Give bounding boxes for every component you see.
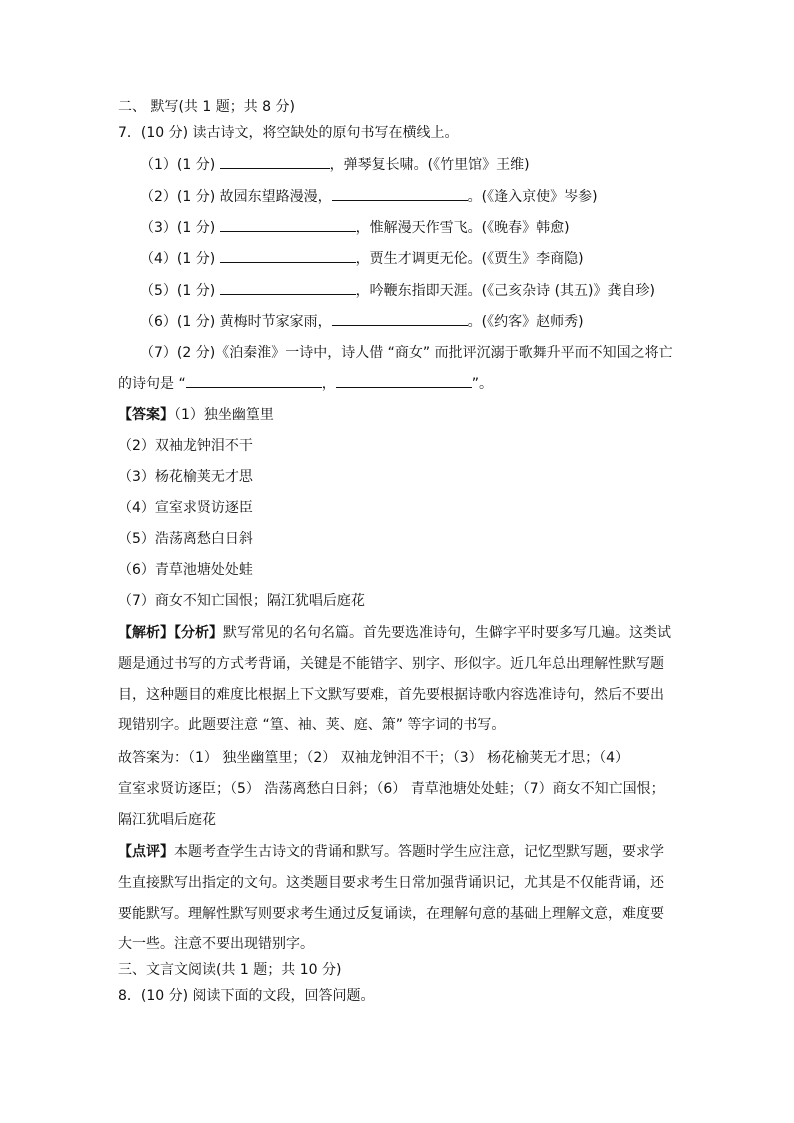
analysis-tag: 【解析】【分析】 — [118, 625, 223, 641]
item-2-suffix: 。(《逢入京使》岑参) — [467, 189, 598, 205]
answer-6: （6）青草池塘处处蛙 — [118, 562, 253, 578]
comment-line-4: 大一些。注意不要出现错别字。 — [118, 936, 314, 952]
item-7-comma: ， — [321, 376, 336, 392]
blank-line — [220, 248, 356, 263]
final-answer-line-1: 故答案为：（1） 独坐幽篁里；（2） 双袖龙钟泪不干；（3） 杨花榆荚无才思；（4） — [118, 750, 629, 766]
analysis-line-1 — [118, 623, 671, 643]
answer-2: （2）双袖龙钟泪不干 — [118, 438, 253, 454]
item-1-suffix: ，弹琴复长啸。(《竹里馆》王维) — [329, 157, 530, 173]
item-3-prefix: （3）(1 分) — [140, 220, 216, 236]
answer-1: （1）独坐幽篁里 — [174, 407, 274, 423]
section-2-heading: 二、 默写(共 1 题；共 8 分) — [118, 99, 295, 115]
answer-4: （4）宣室求贤访逐臣 — [118, 500, 253, 516]
comment-line-1 — [118, 842, 664, 862]
analysis-line-4: 现错别字。此题要注意 “篁、袖、荚、庭、箫” 等字词的书写。 — [118, 717, 506, 733]
fill-item-4 — [140, 248, 584, 269]
blank-line — [336, 373, 472, 388]
blank-line — [332, 311, 468, 326]
comment-line-2: 生直接默写出指定的文句。这类题目要求考生日常加强背诵识记，尤其是不仅能背诵，还 — [118, 875, 664, 891]
question-8-stem: 8．(10 分) 阅读下面的文段，回答问题。 — [118, 988, 375, 1004]
item-6-suffix: 。(《约客》赵师秀) — [467, 314, 584, 330]
item-7-prefix: 的诗句是 “ — [118, 376, 186, 392]
final-answer-line-3: 隔江犹唱后庭花 — [118, 812, 216, 828]
item-4-suffix: ，贾生才调更无伦。(《贾生》李商隐) — [355, 251, 584, 267]
fill-item-3 — [140, 217, 570, 238]
question-7-stem: 7．(10 分) 读古诗文，将空缺处的原句书写在横线上。 — [118, 125, 459, 141]
item-1-prefix: （1）(1 分) — [140, 157, 216, 173]
blank-line — [332, 186, 468, 201]
item-2-prefix: （2）(1 分) 故园东望路漫漫， — [140, 189, 332, 205]
fill-item-1 — [140, 154, 530, 175]
final-answer-line-2: 宣室求贤访逐臣；（5） 浩荡离愁白日斜；（6） 青草池塘处处蛙；（7）商女不知亡国恨； — [118, 781, 665, 797]
fill-item-6 — [140, 311, 584, 332]
item-5-suffix: ，吟鞭东指即天涯。(《己亥杂诗 (其五)》龚自珍) — [355, 283, 655, 299]
fill-item-5 — [140, 280, 655, 301]
item-5-prefix: （5）(1 分) — [140, 283, 216, 299]
comment-line-3: 要能默写。理解性默写则要求考生通过反复诵读，在理解句意的基础上理解文意，难度要 — [118, 906, 664, 922]
answer-tag: 【答案】 — [118, 407, 174, 423]
blank-line — [220, 280, 356, 295]
analysis-text: 默写常见的名句名篇。首先要选准诗句，生僻字平时要多写几遍。这类试 — [223, 625, 671, 641]
section-3-heading: 三、文言文阅读(共 1 题；共 10 分) — [118, 962, 342, 978]
analysis-line-3: 目，这种题目的难度比根据上下文默写要难，首先要根据诗歌内容选准诗句，然后不要出 — [118, 687, 664, 703]
blank-line — [220, 154, 330, 169]
answer-line-1 — [118, 405, 274, 425]
answer-7: （7）商女不知亡国恨；隔江犹唱后庭花 — [118, 593, 365, 609]
item-3-suffix: ，惟解漫天作雪飞。(《晚春》韩愈) — [355, 220, 570, 236]
fill-item-2 — [140, 186, 598, 207]
answer-3: （3）杨花榆荚无才思 — [118, 469, 253, 485]
item-4-prefix: （4）(1 分) — [140, 251, 216, 267]
blank-line — [186, 373, 322, 388]
item-7-line-2 — [118, 373, 493, 394]
comment-text: 本题考查学生古诗文的背诵和默写。答题时学生应注意，记忆型默写题，要求学 — [174, 844, 664, 860]
item-7-suffix: ”。 — [471, 376, 493, 392]
blank-line — [220, 217, 356, 232]
item-6-prefix: （6）(1 分) 黄梅时节家家雨， — [140, 314, 332, 330]
analysis-line-2: 题是通过书写的方式考背诵，关键是不能错字、别字、形似字。近几年总出理解性默写题 — [118, 656, 664, 672]
item-7-line-1: （7）(2 分)《泊秦淮》一诗中，诗人借 “商女” 而批评沉溺于歌舞升平而不知国之将亡 — [140, 345, 673, 361]
comment-tag: 【点评】 — [118, 844, 174, 860]
answer-5: （5）浩荡离愁白日斜 — [118, 531, 253, 547]
